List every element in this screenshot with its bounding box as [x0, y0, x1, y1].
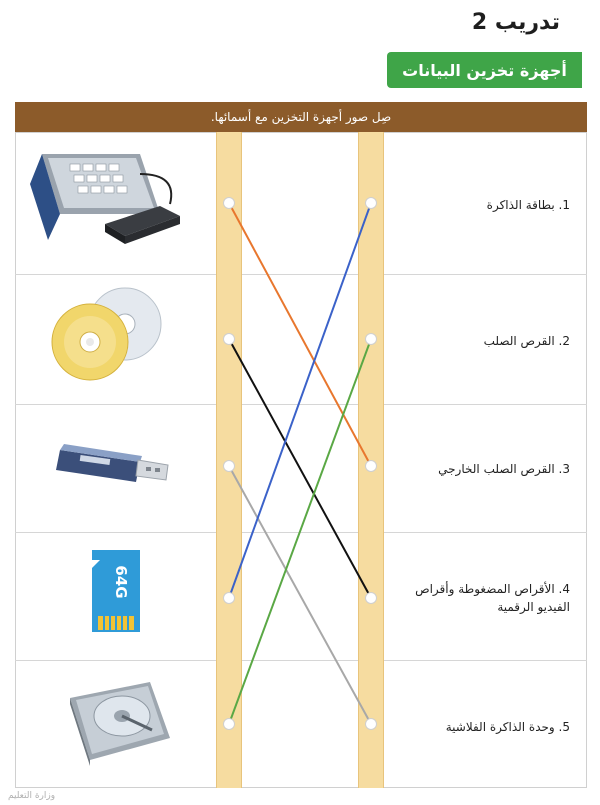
- left-connector-dot[interactable]: [223, 460, 235, 472]
- item-label: 5. وحدة الذاكرة الفلاشية: [445, 720, 570, 734]
- item-label: 3. القرص الصلب الخارجي: [438, 462, 570, 476]
- connection-line: [229, 203, 371, 598]
- page-title: تدريب 2: [471, 10, 560, 35]
- right-connector-dot[interactable]: [365, 197, 377, 209]
- connection-line: [229, 339, 371, 598]
- footer-watermark: وزارة التعليم: [8, 791, 56, 801]
- instruction-bar: صِل صور أجهزة التخزين مع أسمائها.: [15, 102, 587, 132]
- item-label: 1. بطاقة الذاكرة: [486, 198, 570, 212]
- section-banner: أجهزة تخزين البيانات: [387, 52, 582, 88]
- right-connector-dot[interactable]: [365, 718, 377, 730]
- right-connector-dot[interactable]: [365, 333, 377, 345]
- left-connector-dot[interactable]: [223, 718, 235, 730]
- connection-line: [229, 466, 371, 724]
- memory-card-capacity: 64G: [112, 565, 130, 599]
- right-connector-dot[interactable]: [365, 460, 377, 472]
- item-label: 2. القرص الصلب: [483, 334, 570, 348]
- connection-line: [229, 203, 371, 466]
- left-connector-dot[interactable]: [223, 592, 235, 604]
- left-connector-dot[interactable]: [223, 333, 235, 345]
- item-label: 4. الأقراص المضغوطة وأقراص الفيديو الرقمية: [415, 582, 570, 614]
- right-connector-dot[interactable]: [365, 592, 377, 604]
- left-connector-dot[interactable]: [223, 197, 235, 209]
- connection-line: [229, 339, 371, 724]
